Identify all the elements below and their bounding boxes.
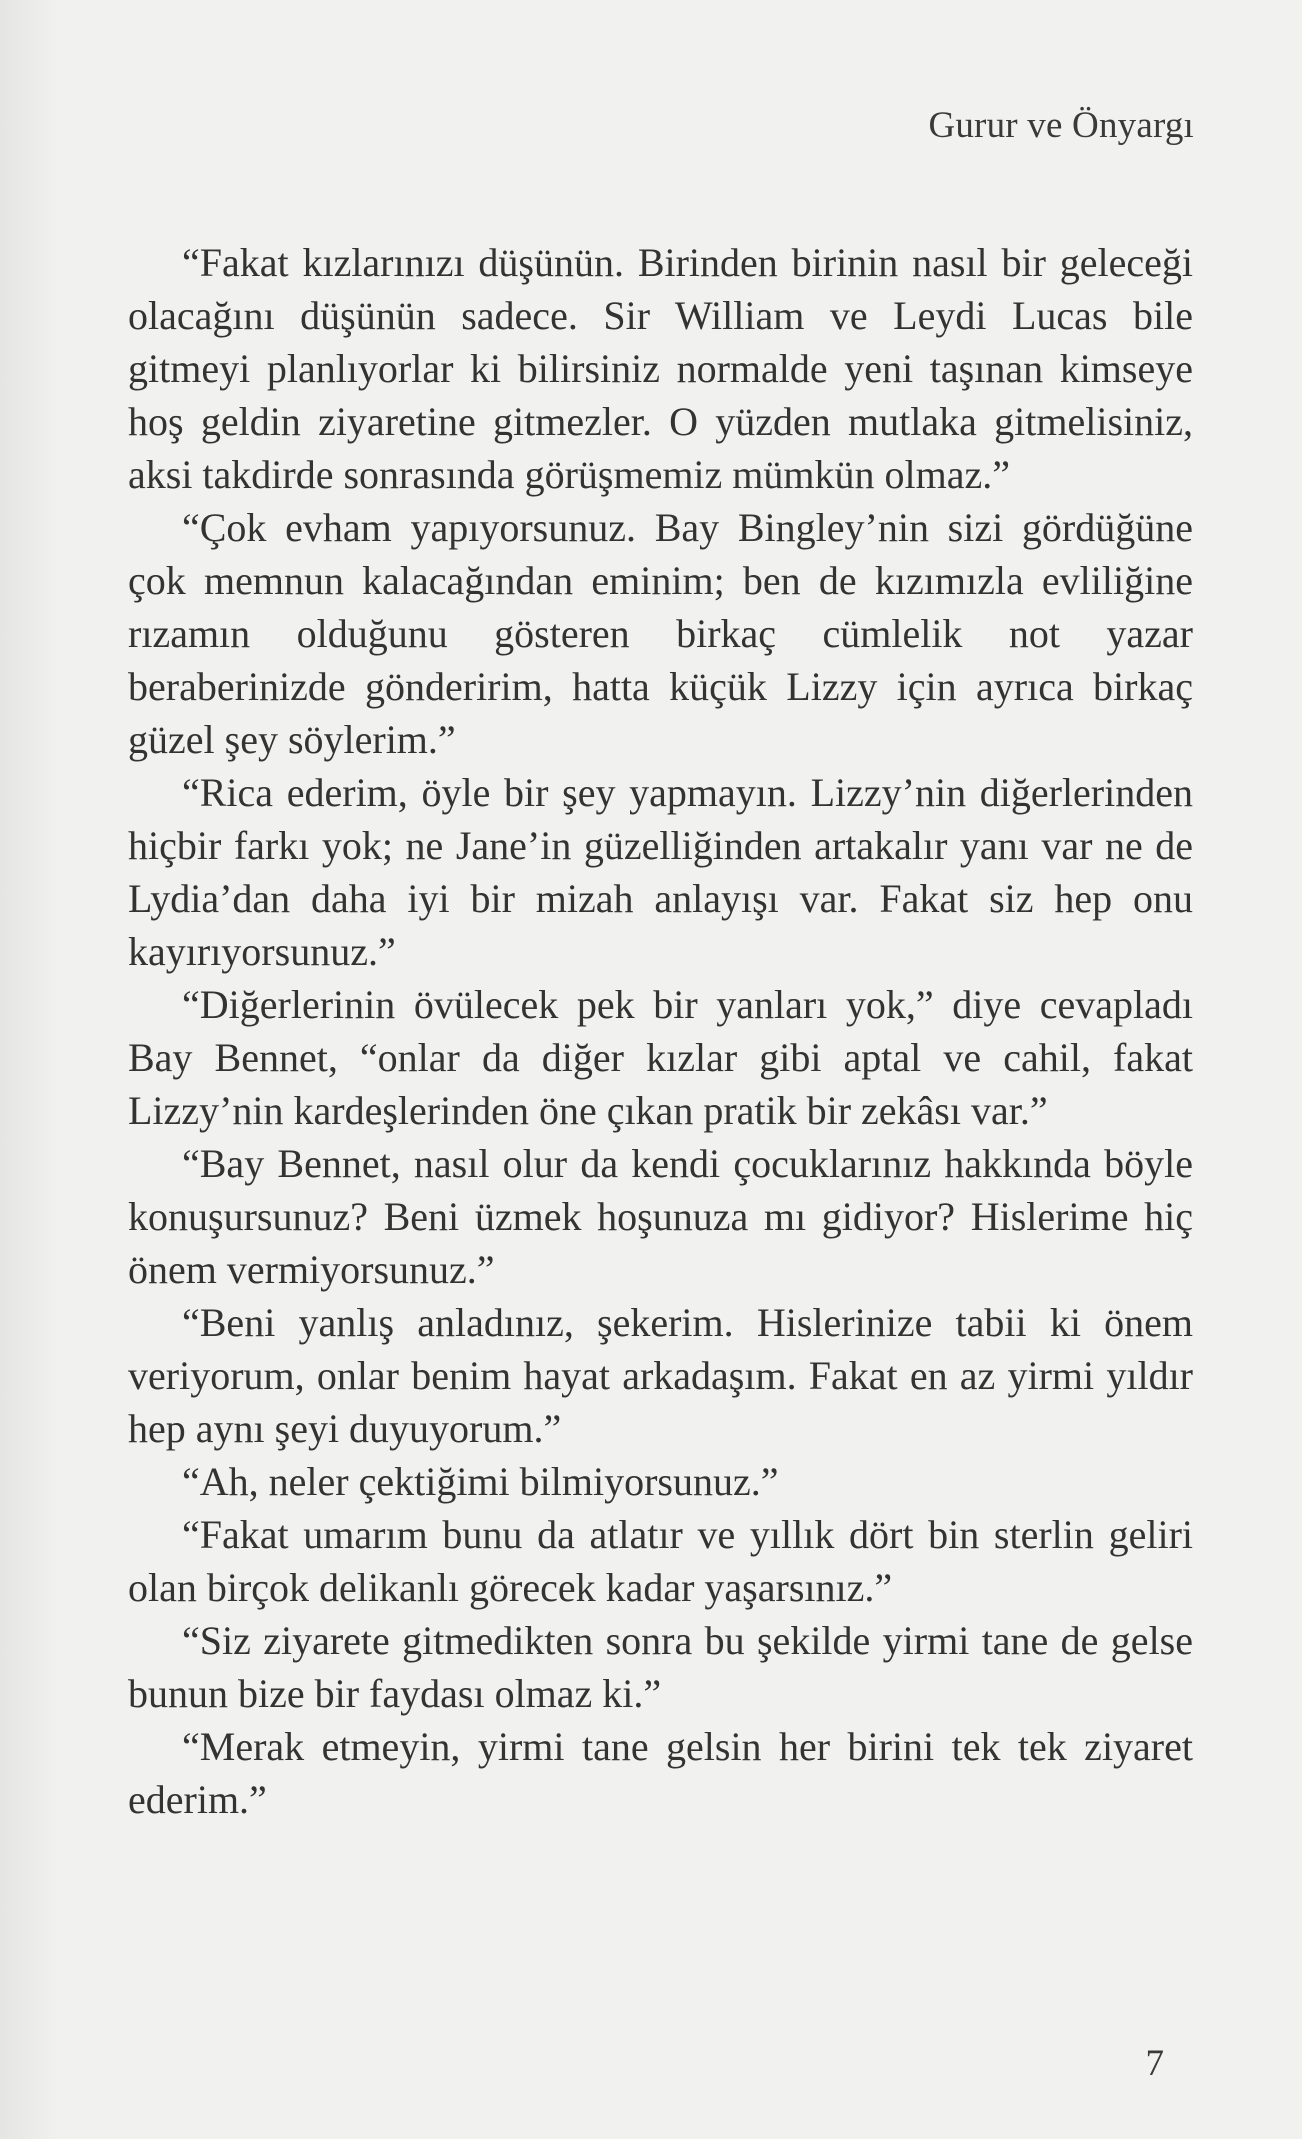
paragraph: “Diğerlerinin övülecek pek bir yanları yok,” diye cevapladı Bay Bennet, “onlar da diğer kızlar gibi aptal ve cahil, fakat Lizzy’nin kardeşlerinden öne çıkan pratik bir zekâsı var.” (128, 982, 1193, 1133)
page-number: 7 (1145, 2043, 1164, 2084)
running-header: Gurur ve Önyargı (928, 105, 1194, 146)
paragraph: “Bay Bennet, nasıl olur da kendi çocuklarınız hakkında böyle konuşursunuz? Beni üzmek hoşunuza mı gidiyor? Hislerime hiç önem vermiyorsunuz.” (128, 1141, 1193, 1292)
paragraph: “Merak etmeyin, yirmi tane gelsin her birini tek tek ziyaret ederim.” (128, 1724, 1193, 1822)
paragraph: “Fakat kızlarınızı düşünün. Birinden birinin nasıl bir geleceği olacağını düşünün sadece. Sir William ve Leydi Lucas bile gitmeyi planlıyorlar ki bilirsiniz normalde yeni taşınan kimseye hoş geldin ziyaretine gitmezler. O yüzden mutlaka gitmelisiniz, aksi takdirde sonrasında görüşmemiz mümkün olmaz.” (128, 240, 1193, 497)
paragraph: “Ah, neler çektiğimi bilmiyorsunuz.” (182, 1459, 779, 1504)
paragraph: “Fakat umarım bunu da atlatır ve yıllık dört bin sterlin geliri olan birçok delikanlı görecek kadar yaşarsınız.” (128, 1512, 1193, 1610)
paragraph: “Çok evham yapıyorsunuz. Bay Bingley’nin sizi gördüğüne çok memnun kalacağından eminim; ben de kızımızla evliliğine rızamın olduğunu gösteren birkaç cümlelik not yazar beraberinizde gönderirim, hatta küçük Lizzy için ayrıca birkaç güzel şey söylerim.” (128, 505, 1193, 762)
paragraph: “Beni yanlış anladınız, şekerim. Hislerinize tabii ki önem veriyorum, onlar benim hayat arkadaşım. Fakat en az yirmi yıldır hep aynı şeyi duyuyorum.” (128, 1300, 1193, 1451)
paragraph: “Rica ederim, öyle bir şey yapmayın. Lizzy’nin diğerlerinden hiçbir farkı yok; ne Jane’in güzelliğinden artakalır yanı var ne de Lydia’dan daha iyi bir mizah anlayışı var. Fakat siz hep onu kayırıyorsunuz.” (128, 770, 1193, 974)
paragraph: “Siz ziyarete gitmedikten sonra bu şekilde yirmi tane de gelse bunun bize bir faydası olmaz ki.” (128, 1618, 1193, 1716)
body-text (128, 236, 1193, 1826)
